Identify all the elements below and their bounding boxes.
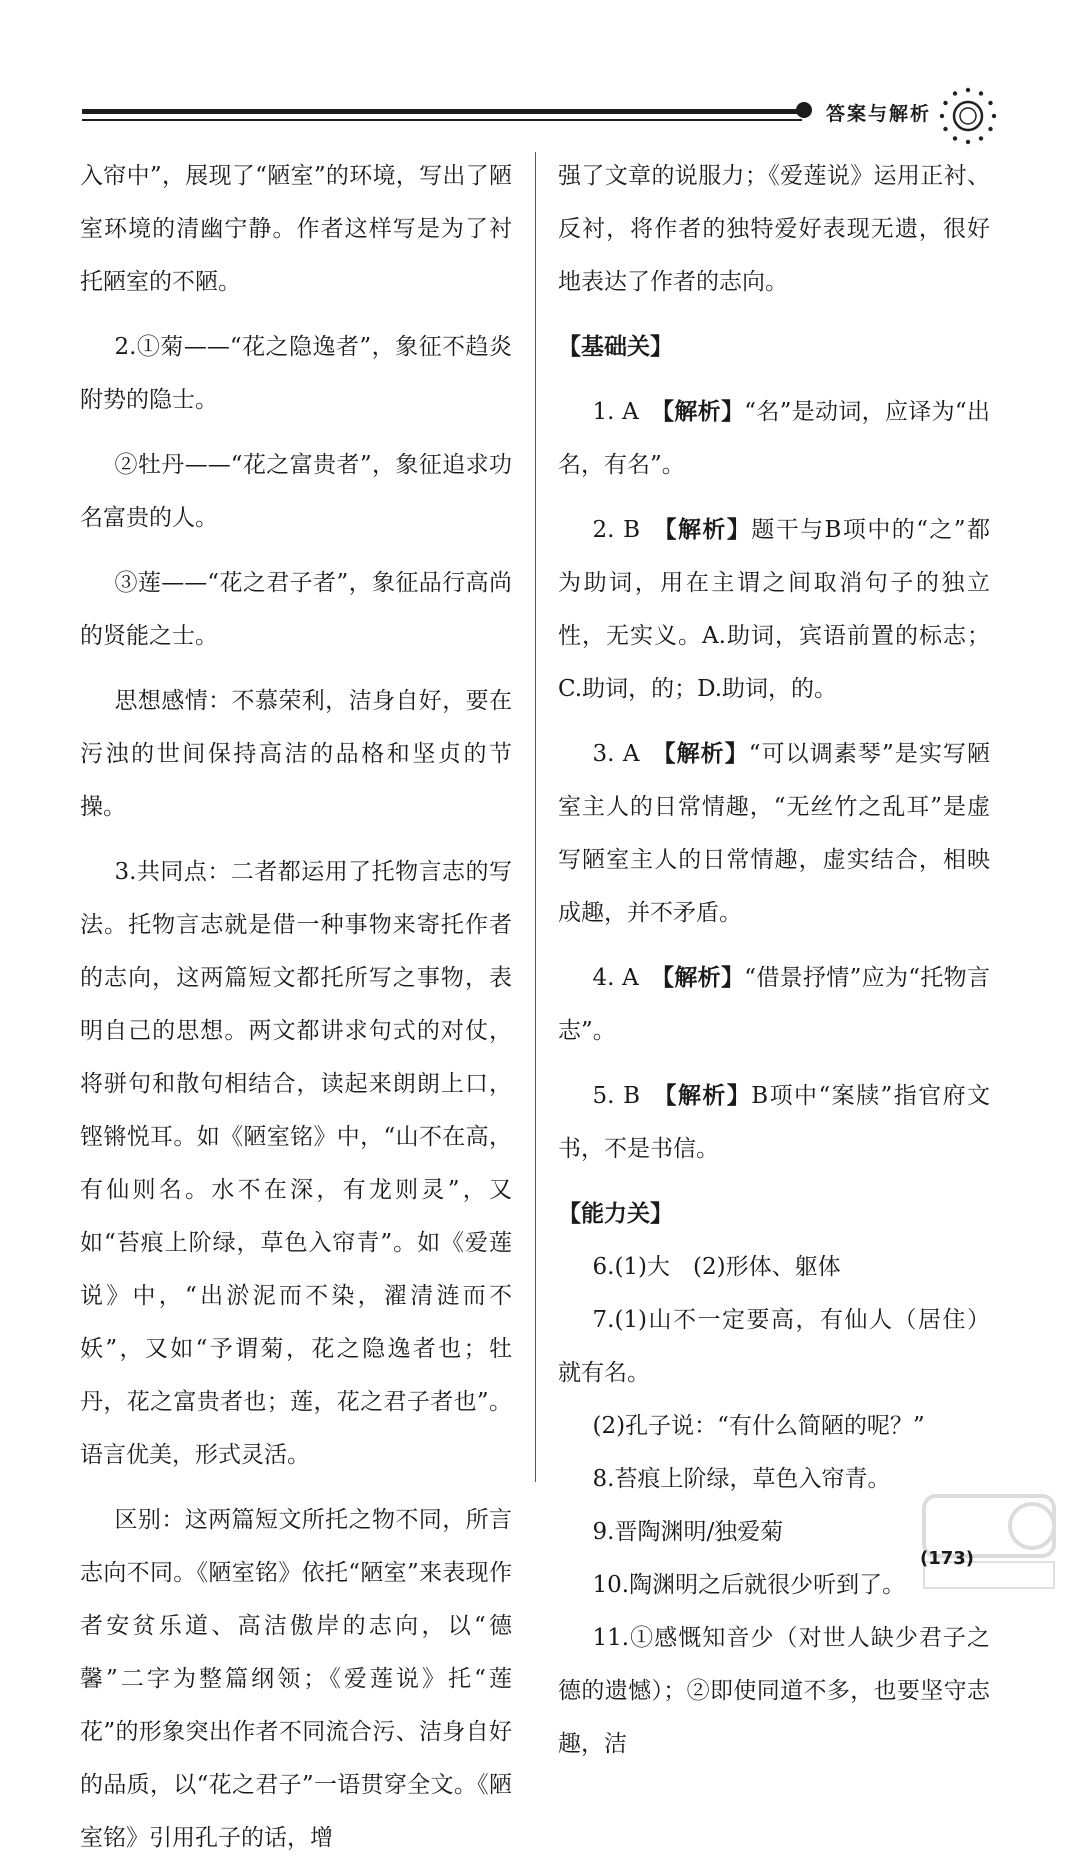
answer-paragraph: ③莲——“花之君子者”，象征品行高尚的贤能之士。 bbox=[80, 570, 512, 649]
dotted-circle-ornament-icon bbox=[938, 86, 998, 146]
page-header bbox=[0, 0, 1073, 160]
header-rule-thick bbox=[82, 109, 802, 114]
left-column bbox=[80, 150, 512, 1865]
question-answer-10: 10.陶渊明之后就很少听到了。 bbox=[592, 1572, 906, 1598]
question-answer-3: 3. A 【解析】“可以调素琴”是实写陋室主人的日常情趣，“无丝竹之乱耳”是虚写陋室主人的日常情趣，虚实结合，相映成趣，并不矛盾。 bbox=[558, 741, 990, 926]
watermark-stamp-icon bbox=[920, 1488, 1060, 1598]
section-title: 答案与解析 bbox=[826, 103, 932, 125]
question-answer-8: 8.苔痕上阶绿，草色入帘青。 bbox=[592, 1466, 891, 1492]
answer-paragraph: 入帘中”，展现了“陋室”的环境，写出了陋室环境的清幽宁静。作者这样写是为了衬托陋室的不陋。 bbox=[80, 163, 512, 295]
question-answer-1: 1. A 【解析】“名”是动词，应译为“出名，有名”。 bbox=[558, 399, 990, 478]
question-answer-7: 7.(1)山不一定要高，有仙人（居住）就有名。 bbox=[558, 1307, 990, 1386]
answer-paragraph: 思想感情：不慕荣利，洁身自好，要在污浊的世间保持高洁的品格和坚贞的节操。 bbox=[80, 688, 512, 820]
question-answer-5: 5. B 【解析】B项中“案牍”指官府文书，不是书信。 bbox=[558, 1083, 991, 1162]
answer-paragraph: 3.共同点：二者都运用了托物言志的写法。托物言志就是借一种事物来寄托作者的志向，这两篇短文都托所写之事物，表明自己的思想。两文都讲求句式的对仗，将骈句和散句相结合，读起来朗朗上口，铿锵悦耳。如《陋室铭》中，“山不在高，有仙则名。水不在深，有龙则灵”，又如“苔痕上阶绿，草色入帘青”。如《爱莲说》中，“出淤泥而不染，濯清涟而不妖”，又如“予谓菊，花之隐逸者也；牡丹，花之富贵者也；莲，花之君子者也”。语言优美，形式灵活。 bbox=[80, 859, 512, 1468]
bullet-dot-icon bbox=[796, 102, 812, 118]
question-answer-4: 4. A 【解析】“借景抒情”应为“托物言志”。 bbox=[558, 965, 990, 1044]
question-answer-6: 6.(1)大 (2)形体、躯体 bbox=[592, 1254, 841, 1280]
answer-paragraph: 强了文章的说服力；《爱莲说》运用正衬、反衬，将作者的独特爱好表现无遗，很好地表达了作者的志向。 bbox=[558, 163, 990, 295]
question-answer-9: 9.晋陶渊明/独爱菊 bbox=[592, 1519, 784, 1545]
answer-paragraph: 2.①菊——“花之隐逸者”，象征不趋炎附势的隐士。 bbox=[80, 334, 512, 413]
question-answer-2: 2. B 【解析】题干与B项中的“之”都为助词，用在主谓之间取消句子的独立性，无实义。A.助词，宾语前置的标志；C.助词，的；D.助词，的。 bbox=[558, 517, 991, 702]
column-divider bbox=[535, 152, 536, 1482]
question-answer-7-2: (2)孔子说：“有什么简陋的呢？” bbox=[592, 1413, 925, 1439]
section-heading-basic: 【基础关】 bbox=[558, 334, 673, 360]
answer-paragraph: ②牡丹——“花之富贵者”，象征追求功名富贵的人。 bbox=[80, 452, 512, 531]
header-rule-thin bbox=[82, 119, 802, 121]
page-number: (173) bbox=[920, 1548, 975, 1569]
question-answer-11: 11.①感慨知音少（对世人缺少君子之德的遗憾）；②即使同道不多，也要坚守志趣，洁 bbox=[558, 1625, 990, 1757]
answer-paragraph: 区别：这两篇短文所托之物不同，所言志向不同。《陋室铭》依托“陋室”来表现作者安贫乐道、高洁傲岸的志向，以“德馨”二字为整篇纲领；《爱莲说》托“莲花”的形象突出作者不同流合污、洁身自好的品质，以“花之君子”一语贯穿全文。《陋室铭》引用孔子的话，增 bbox=[80, 1507, 512, 1851]
section-heading-ability: 【能力关】 bbox=[558, 1201, 673, 1227]
